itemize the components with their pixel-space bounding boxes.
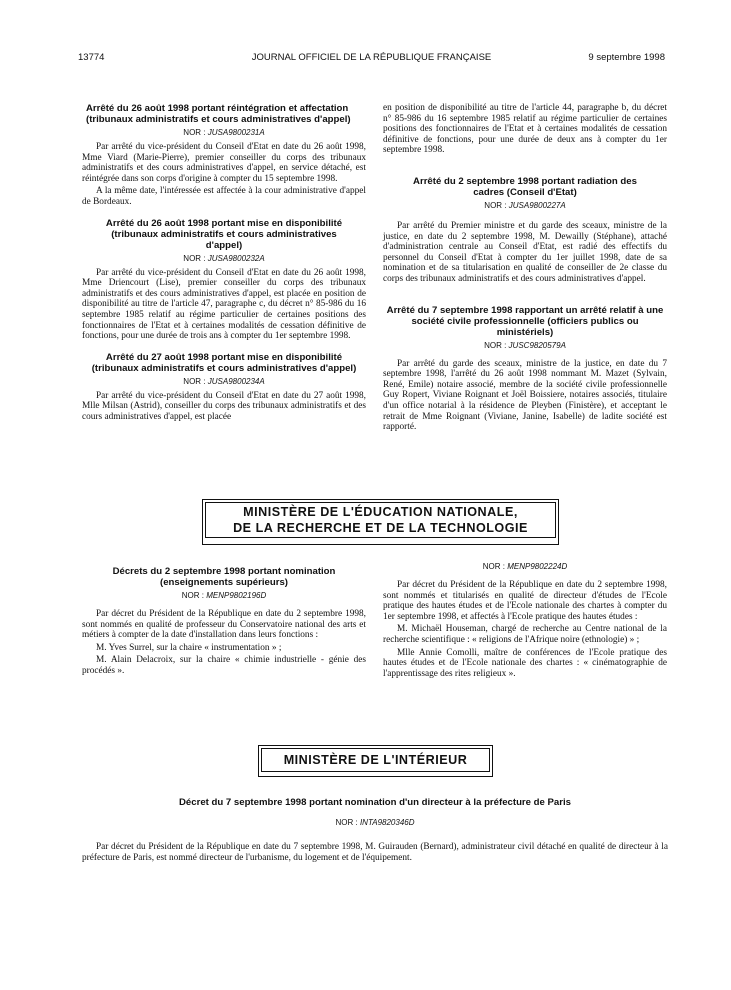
- nor-reference: NOR : MENP9802224D: [482, 562, 568, 571]
- arrete-title: Arrêté du 26 août 1998 portant réintégration et affectation (tribunaux administratifs et cours administratives d'appel): [86, 103, 351, 125]
- left-column-middle: [82, 566, 366, 679]
- paragraph: Par arrêté du vice-président du Conseil d'Etat en date du 26 août 1998, Mme Driencourt (Lise), premier conseiller du corps des tribunaux administratifs et des cours administratives d'appel, est placée en position de disponibilité au titre de l'article 47, paragraphe c, du décret n° 85-986 du 16 septembre 1985 relatif au régime particulier de certaines positions des fonctionnaires de l'Etat et à certaines modalités de cessation définitive de fonctions, pour une durée de trois ans à compter du 1er septembre 1998.: [82, 267, 366, 342]
- arrete-title: Arrêté du 2 septembre 1998 portant radiation des cadres (Conseil d'Etat): [413, 175, 637, 198]
- paragraph: M. Michaël Houseman, chargé de recherche au Centre national de la recherche scientifique : « religions de l'Afrique noire (ethnologie) » ;: [383, 624, 667, 645]
- journal-title: JOURNAL OFFICIEL DE LA RÉPUBLIQUE FRANÇAISE: [251, 52, 492, 63]
- nor-reference: NOR : JUSA9800231A: [183, 128, 265, 137]
- paragraph: en position de disponibilité au titre de l'article 44, paragraphe b, du décret n° 85-986 du 16 septembre 1985 relatif au régime particulier de certaines positions des fonctionnaires de l'Etat et à certaines modalités de cessation définitive de fonctions, pour une durée de deux ans à compter du 1er septembre 1998.: [383, 103, 667, 156]
- paragraph: M. Yves Surrel, sur la chaire « instrumentation » ;: [96, 642, 282, 653]
- arrete-title: Arrêté du 7 septembre 1998 rapportant un arrêté relatif à une société civile professionnelle (officiers publics ou ministériels): [386, 304, 664, 338]
- ministry-heading: MINISTÈRE DE L'INTÉRIEUR: [261, 748, 490, 772]
- paragraph: M. Alain Delacroix, sur la chaire « chimie industrielle - génie des procédés ».: [82, 655, 366, 676]
- paragraph: Par décret du Président de la République en date du 2 septembre 1998, sont nommés en qualité de professeur du Conservatoire national des arts et métiers à compter de la date d'installation dans leurs fonctions :: [82, 609, 366, 641]
- paragraph: Par arrêté du vice-président du Conseil d'Etat en date du 27 août 1998, Mlle Milsan (Astrid), conseiller du corps des tribunaux administratifs et des cours administratives d'appel, est placée: [82, 390, 366, 422]
- nor-reference: NOR : JUSC9820579A: [484, 340, 566, 350]
- paragraph: Par arrêté du Premier ministre et du garde des sceaux, ministre de la justice, en date du 2 septembre 1998, M. Dewailly (Stéphane), attaché d'administration centrale au Conseil d'Etat, est radié des effectifs du personnel du Conseil d'Etat à compter du 1er juillet 1998, date de sa nomination et de sa titularisation en qualité de conseiller de 2e classe du corps des tribunaux administratifs et des cours administratives d'appel.: [383, 220, 667, 284]
- decret-title: Décret du 7 septembre 1998 portant nomination d'un directeur à la préfecture de Paris: [178, 797, 571, 808]
- nor-reference: NOR : MENP9802196D: [181, 591, 267, 600]
- issue-date: 9 septembre 1998: [588, 52, 665, 63]
- ministry-heading: [205, 502, 556, 538]
- paragraph: Par décret du Président de la République en date du 7 septembre 1998, M. Guirauden (Bernard), administrateur civil détaché en qualité de directeur à la préfecture de Paris, est nommé directeur de l'urbanisme, du logement et de l'équipement.: [82, 842, 668, 863]
- nor-reference: NOR : JUSA9800232A: [183, 253, 265, 263]
- nor-reference: NOR : JUSA9800227A: [484, 200, 566, 210]
- decret-title: Décrets du 2 septembre 1998 portant nomination (enseignements supérieurs): [112, 566, 336, 588]
- paragraph: Par arrêté du vice-président du Conseil d'Etat en date du 26 août 1998, Mme Viard (Marie-Pierre), premier conseiller du corps des tribunaux administratifs et des cours administratives d'appel, en service détaché, est réintégrée dans son corps d'origine à compter du 15 septembre 1998.: [82, 142, 366, 184]
- bottom-section: [82, 797, 668, 865]
- right-column-middle: [383, 562, 667, 681]
- ministry-heading-line: DE LA RECHERCHE ET DE LA TECHNOLOGIE: [233, 521, 528, 535]
- paragraph: Par arrêté du garde des sceaux, ministre de la justice, en date du 7 septembre 1998, l'arrêté du 26 août 1998 nommant M. Mazet (Sylvain, René, Emile) notaire associé, membre de la société civile professionnelle Guy Ropert, Viviane Roignant et Joël Boissiere, notaires associés, titulaire d'un office notarial à la résidence de Pleyben (Finistère), et acceptant le retrait de Mme Roignant (Viviane, Janine, Isabelle) de ladite société est rapporté.: [383, 358, 667, 433]
- nor-reference: NOR : JUSA9800234A: [183, 376, 265, 386]
- page-number: 13774: [78, 52, 105, 63]
- left-column-top: [82, 103, 366, 425]
- nor-reference: NOR : INTA9820346D: [335, 818, 415, 827]
- ministry-heading-line: MINISTÈRE DE L'ÉDUCATION NATIONALE,: [243, 505, 518, 519]
- ministry-heading-box: [258, 745, 493, 777]
- ministry-heading-box: [202, 499, 559, 545]
- page-header: [78, 52, 665, 66]
- arrete-title: Arrêté du 26 août 1998 portant mise en disponibilité (tribunaux administratifs et cours administratives d'appel): [105, 217, 343, 251]
- paragraph: A la même date, l'intéressée est affectée à la cour administrative d'appel de Bordeaux.: [82, 186, 366, 207]
- paragraph: Par décret du Président de la République en date du 2 septembre 1998, sont nommés et titularisés en qualité de directeur d'études de l'Ecole pratique des hautes études et de l'Ecole nationale des chartes à compter du 1er septembre 1998, et affectés à l'Ecole pratique des hautes études :: [383, 580, 667, 622]
- right-column-top: [383, 103, 667, 435]
- paragraph: Mlle Annie Comolli, maître de conférences de l'Ecole pratique des hautes études et de l'Ecole nationale des chartes : « cinématographie de l'apprentissage des rites religieux ».: [383, 647, 667, 679]
- arrete-title: Arrêté du 27 août 1998 portant mise en disponibilité (tribunaux administratifs et cours administratives d'appel): [91, 351, 357, 374]
